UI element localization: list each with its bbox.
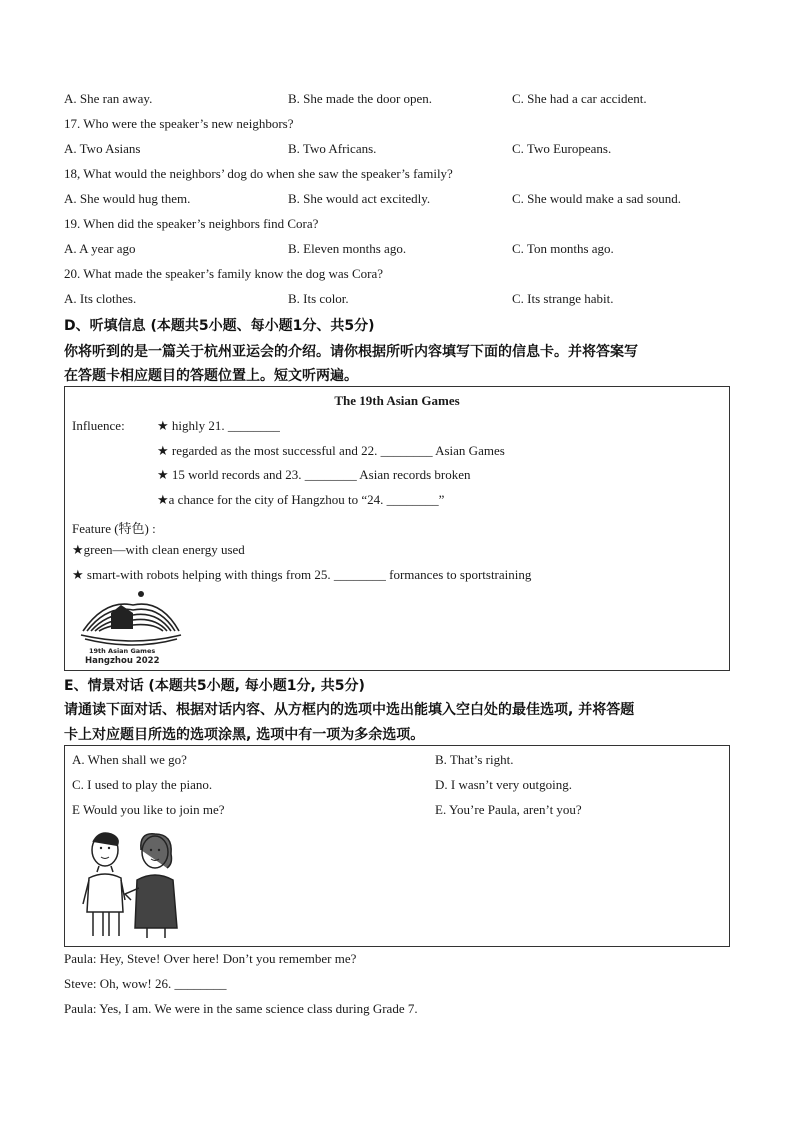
q20-option-a: A. Its clothes. bbox=[64, 291, 137, 306]
option-c: C. I used to play the piano. bbox=[72, 777, 213, 792]
option-b: B. That’s right. bbox=[435, 752, 514, 767]
q18-option-a: A. She would hug them. bbox=[64, 191, 191, 206]
dialogue-line-2: Steve: Oh, wow! 26. ________ bbox=[64, 976, 227, 991]
q18-question: 18, What would the neighbors’ dog do when she saw the speaker’s family? bbox=[64, 166, 453, 181]
influence-item-24: ★a chance for the city of Hangzhou to “24. ________” bbox=[157, 492, 445, 507]
q16-option-c: C. She had a car accident. bbox=[512, 91, 647, 106]
dialogue-line-3: Paula: Yes, I am. We were in the same science class during Grade 7. bbox=[64, 1001, 418, 1016]
q18-option-b: B. She would act excitedly. bbox=[288, 191, 431, 206]
feature-label: Feature (特色) : bbox=[72, 521, 156, 536]
influence-item-23: ★ 15 world records and 23. ________ Asian records broken bbox=[157, 467, 471, 482]
section-d-instruction-2: 在答题卡相应题目的答题位置上。短文听两遍。 bbox=[64, 368, 358, 384]
q19-option-c: C. Ton months ago. bbox=[512, 241, 614, 256]
logo-text-2: Hangzhou 2022 bbox=[85, 656, 160, 665]
influence-label: Influence: bbox=[72, 418, 125, 433]
section-d-instruction-1: 你将听到的是一篇关于杭州亚运会的介绍。请你根据所听内容填写下面的信息卡。并将答案写 bbox=[64, 344, 638, 360]
info-card-title: The 19th Asian Games bbox=[334, 393, 460, 408]
option-a: A. When shall we go? bbox=[72, 752, 187, 767]
option-e-paula: E. You’re Paula, aren’t you? bbox=[435, 802, 582, 817]
q20-option-c: C. Its strange habit. bbox=[512, 291, 614, 306]
q16-option-a: A. She ran away. bbox=[64, 91, 153, 106]
logo-text-1: 19th Asian Games bbox=[89, 647, 156, 655]
option-d: D. I wasn’t very outgoing. bbox=[435, 777, 572, 792]
q18-option-c: C. She would make a sad sound. bbox=[512, 191, 681, 206]
section-d-heading: D、听填信息 (本题共5小题、每小题1分、共5分) bbox=[64, 318, 375, 334]
feature-item-smart: ★ smart-with robots helping with things from 25. ________ formances to sportstraining bbox=[72, 567, 532, 582]
info-card bbox=[64, 386, 730, 671]
q19-question: 19. When did the speaker’s neighbors find Cora? bbox=[64, 216, 319, 231]
asian-games-logo bbox=[75, 591, 187, 665]
section-e-instruction-1: 请通读下面对话、根据对话内容、从方框内的选项中选出能填入空白处的最佳选项, 并将答题 bbox=[64, 702, 635, 718]
q20-option-b: B. Its color. bbox=[288, 291, 349, 306]
q17-option-c: C. Two Europeans. bbox=[512, 141, 612, 156]
q19-option-a: A. A year ago bbox=[64, 241, 136, 256]
section-e-heading: E、情景对话 (本题共5小题, 每小题1分, 共5分) bbox=[64, 678, 365, 694]
feature-item-green: ★green—with clean energy used bbox=[72, 542, 245, 557]
two-people-illustration bbox=[77, 828, 187, 938]
dialogue-line-1: Paula: Hey, Steve! Over here! Don’t you remember me? bbox=[64, 951, 357, 966]
q19-option-b: B. Eleven months ago. bbox=[288, 241, 407, 256]
influence-item-21: ★ highly 21. ________ bbox=[157, 418, 280, 433]
q17-option-b: B. Two Africans. bbox=[288, 141, 377, 156]
q17-option-a: A. Two Asians bbox=[64, 141, 141, 156]
option-e-join: E Would you like to join me? bbox=[72, 802, 225, 817]
section-e-instruction-2: 卡上对应题目所选的选项涂黑, 选项中有一项为多余选项。 bbox=[64, 727, 425, 743]
q20-question: 20. What made the speaker’s family know the dog was Cora? bbox=[64, 266, 384, 281]
influence-item-22: ★ regarded as the most successful and 22. ________ Asian Games bbox=[157, 443, 505, 458]
options-box bbox=[64, 745, 730, 947]
q17-question: 17. Who were the speaker’s new neighbors? bbox=[64, 116, 294, 131]
q16-option-b: B. She made the door open. bbox=[288, 91, 433, 106]
